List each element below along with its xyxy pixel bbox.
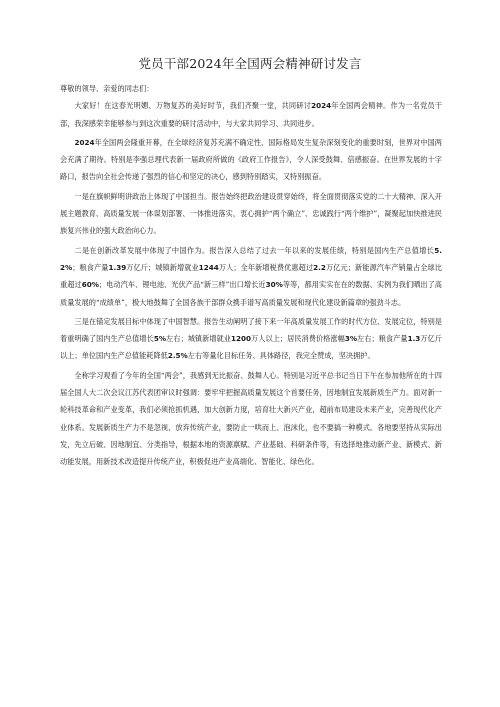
document-title: 党员干部2024年全国两会精神研讨发言 (138, 56, 362, 71)
paragraph-text: 年全国两会精神。作为一名党员干部，我深感荣幸能够参与到这次重要的研讨活动中，与大家共同学习、共同进步。 (60, 101, 442, 128)
figure-cpi-target: 3% (344, 334, 358, 344)
figure-new-jobs: 1244 (198, 262, 219, 272)
paragraph-text: ；粮食产量 (72, 262, 109, 272)
paragraph-text: 大家好！在这春光明媚、万物复苏的美好时节，我们齐聚一堂，共同研讨 (74, 101, 312, 111)
paragraph-text: 左右等量化目标任务、具体路径，我完全赞成，坚决拥护。 (187, 351, 375, 361)
figure-gdp-growth: 5.2% (60, 245, 442, 272)
year-figure: 2024 (74, 137, 95, 147)
paragraph-point-two (60, 242, 442, 311)
paragraph-text: 万亿斤以上；单位国内生产总值能耗降低 (60, 334, 442, 361)
paragraph-text: ；电动汽车、锂电池、光伏产品“新三样”出口增长近 (98, 280, 266, 290)
paragraph-reflection (60, 367, 442, 471)
paragraph-text: 二是在创新改革发展中体现了中国作为。报告深入总结了过去一年以来的发展佳绩，特别是国内生产总值增长 (74, 245, 435, 255)
paragraph-opening (60, 97, 442, 132)
paragraph-background (60, 134, 442, 186)
paragraph-text: 三是在锚定发展目标中体现了中国智慧。报告生动阐明了接下来一年高质量发展工作的时代方位、发展定位，特别是着重明确了国内生产总值增长 (60, 316, 442, 344)
paragraph-text: 全称学习观看了今年的全国“两会”，我感到无比振奋、鼓舞人心。特别是习近平总书记当日下午在参加他所在的十四届全国人大二次会议江苏代表团审议时强调：要牢牢把握高质量发展这个首要任务，因地制宜发展新质生产力。面对新一轮科技革命和产业变革，我们必须抢抓机遇，加大创新力度，培育壮大新兴产业，超前布局建设未来产业，完善现代化产业体系。发展新质生产力不是忽视、放弃传统产业，要防止一哄而上、泡沫化，也不要搞一种模式。各地要坚持从实际出发，先立后破、因地制宜、分类指导，根据本地的资源禀赋、产业基础、科研条件等，有选择地推动新产业、新模式、新动能发展，用新技术改造提升传统产业，积极促进产业高端化、智能化、绿色化。 (60, 370, 442, 467)
paragraph-point-one (60, 188, 442, 240)
figure-gdp-target: 5% (153, 334, 167, 344)
figure-export-growth: 30% (265, 280, 283, 290)
paragraph-text: 年全国两会隆重开幕，在全球经济复苏充满不确定性、国际格局发生复杂深刻变化的重要时刻，世界对中国两会充满了期待。特别是李强总理代表新一届政府所做的《政府工作报告》，令人深受鼓舞、倍感振奋。在世界发展的十字路口，报告向全社会传递了强烈的信心和坚定的决心，感到特别踏实，又特别振奋。 (60, 137, 442, 182)
figure-jobs-target: 1200 (230, 334, 251, 344)
document-body (60, 80, 442, 473)
figure-nev-share: 60% (81, 280, 99, 290)
figure-grain-target: 1.3 (407, 334, 421, 344)
paragraph-text: 左右；粮食产量 (357, 334, 408, 344)
figure-energy-target: 2.5% (167, 351, 188, 361)
paragraph-text: 等等，都用实实在在的数据、实例为我们晒出了高质量发展的“成绩单”，极大地鼓舞了全国各族干部群众携手谱写高质量发展和现代化建设新篇章的强劲斗志。 (60, 280, 442, 307)
paragraph-text: 万亿斤；城镇新增就业 (126, 262, 199, 272)
paragraph-text: 万亿元；新能源汽车产销量占全球比重超过 (60, 262, 442, 290)
paragraph-point-three (60, 313, 442, 365)
figure-grain-output: 1.39 (108, 262, 127, 272)
paragraph-text: 万人以上；居民消费价格涨幅 (251, 334, 345, 344)
paragraph-text: 万人；全年新增税费优惠超过 (218, 262, 314, 272)
salutation: 尊敬的领导、亲爱的同志们： (60, 84, 154, 93)
paragraph-text: 一是在旗帜鲜明讲政治上体现了中国担当。报告始终把政治建设贯穿始终，将全面贯彻落实党的二十大精神、深入开展主题教育、高质量发展一体谋划部署、一体推进落实，衷心拥护“两个确立”、忠诚践行“两个维护”，凝聚起加快推进民族复兴伟业的强大政治向心力。 (60, 191, 442, 236)
year-figure: 2024 (311, 101, 332, 111)
paragraph-text: 左右；城镇新增就业 (166, 334, 231, 344)
figure-tax-relief: 2.2 (313, 262, 326, 272)
